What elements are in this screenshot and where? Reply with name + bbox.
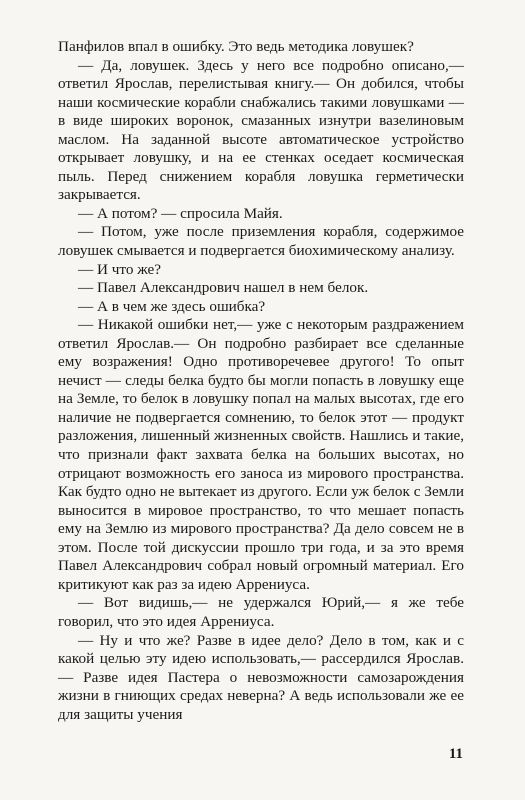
paragraph-4: — Потом, уже после приземления корабля, содержимое ловушек смывается и подвергается биохимическому анализу. xyxy=(58,223,464,260)
paragraph-10: — Ну и что же? Разве в идее дело? Дело в том, как и с какой целью эту идею использовать,— рассердился Ярослав.— Разве идея Пастера о невозможности самозарождения жизни в гниющих средах неверна? А ведь использовали же ее для защиты учения xyxy=(58,631,464,723)
paragraph-5: — И что же? xyxy=(78,260,161,278)
paragraph-3: — А потом? — спросила Майя. xyxy=(78,204,283,222)
paragraph-6: — Павел Александрович нашел в нем белок. xyxy=(78,279,369,297)
paragraph-8: — Никакой ошибки нет,— уже с некоторым раздражением ответил Ярослав.— Он подробно разбирает все сделанные ему возражения! Одно противоречевее другого! То опыт нечист — следы белка будто бы могли попасть в ловушку еще на Земле, то белок в ловушку попал на малых высотах, где его наличие не подвергается сомнению, то белок этот — продукт разложения, лишенный жизненных свойств. Нашлись и такие, что признали факт захвата белка на больших высотах, но отрицают возможность его заноса из мирового пространства. Как будто одно не вытекает из другого. Если уж белок с Земли выносится в мировое пространство, то что мешает попасть ему на Землю из мирового пространства? Да дело совсем не в этом. После той дискуссии прошло три года, и за это время Павел Александрович собрал новый огромный материал. Его критикуют как раз за идею Аррениуса. xyxy=(58,316,464,593)
paragraph-9: — Вот видишь,— не удержался Юрий,— я же тебе говорил, что это идея Аррениуса. xyxy=(58,594,464,630)
body-text xyxy=(58,38,464,724)
paragraph-7: — А в чем же здесь ошибка? xyxy=(78,297,266,315)
paragraph-1: Панфилов впал в ошибку. Это ведь методика ловушек? xyxy=(58,38,414,55)
page-number: 11 xyxy=(448,746,463,762)
paragraph-2: — Да, ловушек. Здесь у него все подробно описано,— ответил Ярослав, перелистывая книгу.— Он добился, чтобы наши космические корабли снабжались такими ловушками — в виде широких воронок, смазанных изнутри вазелиновым маслом. На заданной высоте автоматическое устройство открывает ловушку, и на ее стенках оседает космическая пыль. Перед снижением корабля ловушка герметически закрывается. xyxy=(58,56,464,204)
